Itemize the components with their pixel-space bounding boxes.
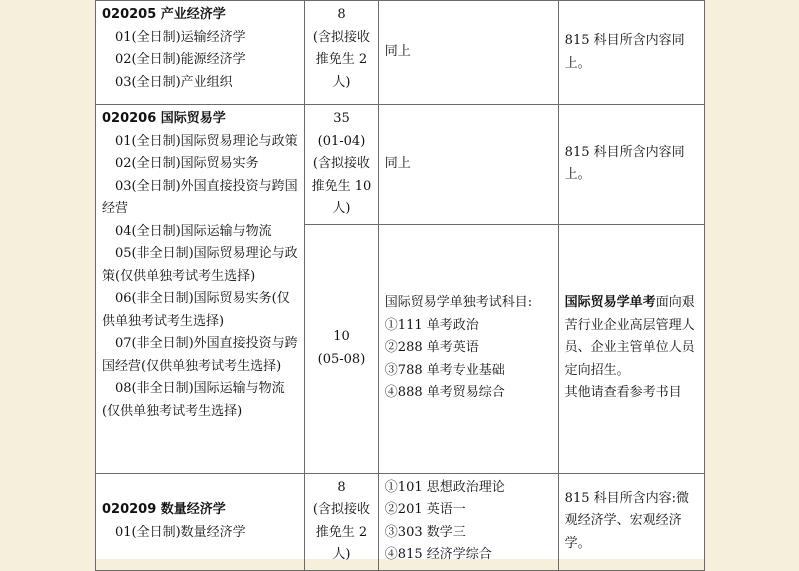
remarks-body: 面向艰苦行业企业高层管理人员、企业主管单位人员定向招生。 [564,295,695,378]
direction-item: 05(非全日制)国际贸易理论与政策(仅供单独考试考生选择) [102,246,298,284]
direction-item: 03(全日制)外国直接投资与跨国经营 [102,178,298,216]
enrollment-note: (含拟接收推免生 2人) [312,29,370,90]
enrollment-cell [305,105,379,225]
direction-item: 02(全日制)能源经济学 [115,52,246,67]
enrollment-count: 10 [333,329,350,344]
enrollment-cell [305,473,379,570]
subjects-heading: 国际贸易学单独考试科目: [384,295,533,311]
direction-item: 03(全日制)产业组织 [115,74,233,90]
table-row [96,473,705,570]
enrollment-note: (含拟接收推免生 10人) [311,156,372,216]
direction-item: 06(非全日制)国际贸易实务(仅供单独考试考生选择) [102,291,290,329]
subject-item: ②201 英语一 [384,502,466,517]
subjects-cell [378,473,558,570]
direction-item: 04(全日制)国际运输与物流 [115,223,272,239]
remarks-text [565,292,698,382]
admissions-catalog-page [95,0,705,562]
table-row [96,1,705,105]
direction-item: 07(非全日制)外国直接投资与跨国经营(仅供单独考试考生选择) [102,336,298,374]
direction-item: 01(全日制)国际贸易理论与政策 [115,133,298,149]
subjects-text: 同上 [384,44,411,60]
subject-item: ③303 数学三 [384,524,466,540]
subject-item: ④888 单考贸易综合 [384,385,505,401]
direction-item: 01(全日制)数量经济学 [115,524,246,540]
direction-item: 02(全日制)国际贸易实务 [115,156,259,171]
enrollment-cell [305,224,379,473]
remarks-cell [558,105,704,225]
enrollment-count: 8 [337,479,346,495]
enrollment-cell [305,1,379,105]
direction-item: 08(非全日制)国际运输与物流(仅供单独考试考生选择) [102,381,285,419]
remarks-text: 815 科目所含内容同上。 [564,33,685,71]
program-cell [96,473,305,570]
remarks-cell [558,1,704,105]
program-title: 020205 产业经济学 [102,7,226,22]
direction-item: 01(全日制)运输经济学 [115,29,246,45]
program-cell [96,1,305,105]
enrollment-count: 35 [333,111,350,126]
table-row [96,105,705,225]
program-title: 020206 国际贸易学 [102,111,226,126]
subjects-cell [378,105,558,225]
remarks-highlight: 国际贸易学单考 [564,295,656,311]
enrollment-count: 8 [337,7,346,22]
subject-item: ①101 思想政治理论 [384,479,505,495]
remarks-text: 815 科目所含内容:微观经济学、宏观经济学。 [564,490,689,551]
enrollment-range: (05-08) [317,351,366,367]
subjects-cell [378,1,558,105]
enrollment-note: (含拟接收推免生 2人) [312,502,370,562]
subjects-text: 同上 [384,156,411,171]
subject-item: ③788 单考专业基础 [384,362,505,378]
remarks-cell [558,224,704,473]
program-table [95,0,705,571]
subject-item: ④815 经济学综合 [384,547,492,562]
enrollment-range: (01-04) [317,133,366,149]
remarks-cell [558,473,704,570]
program-title: 020209 数量经济学 [102,502,226,517]
subjects-cell [378,224,558,473]
subject-item: ②288 单考英语 [384,340,479,356]
program-cell [96,105,305,474]
remarks-text: 815 科目所含内容同上。 [564,144,685,183]
remarks-extra: 其他请查看参考书目 [564,385,682,401]
subject-item: ①111 单考政治 [384,317,479,333]
